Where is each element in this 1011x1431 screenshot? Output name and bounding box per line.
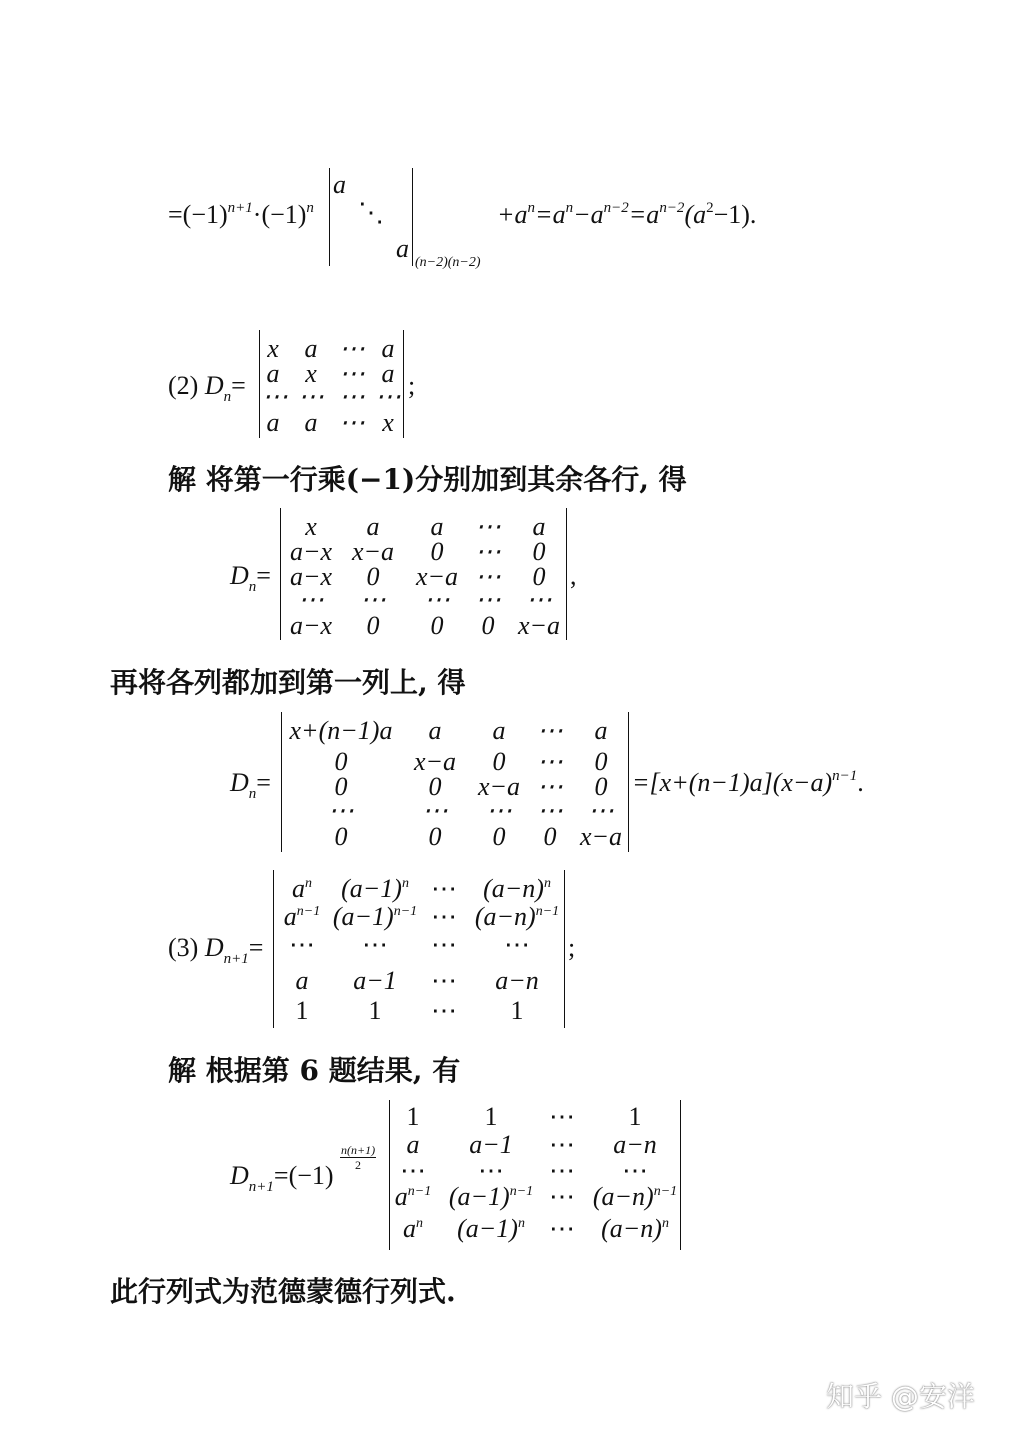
cell: x−a <box>579 822 623 851</box>
cell: 0 <box>428 822 442 851</box>
det3-bar-left <box>280 508 281 640</box>
cell: 0 <box>532 537 546 566</box>
watermark: 知乎 @安洋 <box>826 1380 975 1413</box>
eq1-lhs: $=(-1)^{n+1}\cdot(-1)^n$ <box>168 200 314 229</box>
cell: $(a-n)^n$ <box>483 874 551 903</box>
det6-bar-right <box>680 1100 681 1250</box>
cell: x−a <box>517 611 561 640</box>
det-bar-left <box>329 168 330 266</box>
cell: a−1 <box>353 966 397 995</box>
cell: $(a-n)^{n-1}$ <box>474 902 560 931</box>
cell: 0 <box>543 822 557 851</box>
det2-bar-right <box>403 330 404 438</box>
det-bar-right <box>412 168 413 266</box>
cell: 0 <box>430 611 444 640</box>
cell: ⋯ <box>298 382 324 411</box>
cell: 0 <box>594 772 608 801</box>
cell: ⋯ <box>549 1130 575 1159</box>
cell: 0 <box>594 747 608 776</box>
cell: a <box>304 408 318 437</box>
diag-top: a <box>333 170 346 199</box>
cell: a−1 <box>469 1130 513 1159</box>
det4-bar-left <box>281 712 282 852</box>
solution3-text2: 此行列式为范德蒙德行列式. <box>110 1275 456 1308</box>
cell: a <box>366 512 380 541</box>
cell: 0 <box>334 822 348 851</box>
det3-bar-right <box>566 508 567 640</box>
cell: ⋯ <box>475 562 501 591</box>
solution2-end1: , <box>570 561 577 590</box>
solution3-text1: 解 根据第 6 题结果, 有 <box>168 1054 461 1087</box>
solution2-text1: 解 将第一行乘(−1)分别加到其余各行, 得 <box>168 463 687 496</box>
cell: a <box>266 359 280 388</box>
cell: 1 <box>510 996 524 1025</box>
exponent-fraction <box>340 1144 376 1171</box>
cell: $(a-1)^n$ <box>457 1214 525 1243</box>
cell: ⋯ <box>622 1156 648 1185</box>
cell: a <box>428 716 442 745</box>
cell: x−a <box>413 747 457 776</box>
det4-bar-right <box>628 712 629 852</box>
cell: ⋯ <box>262 382 288 411</box>
cell: ⋯ <box>431 874 457 903</box>
cell: ⋯ <box>431 996 457 1025</box>
cell: a−x <box>289 562 333 591</box>
cell: x+(n−1)a <box>289 716 393 745</box>
det-subscript: (n−2)(n−2) <box>415 255 481 270</box>
cell: 0 <box>532 562 546 591</box>
cell: 0 <box>481 611 495 640</box>
cell: $a^n$ <box>292 874 312 903</box>
cell: 1 <box>406 1102 420 1131</box>
cell: a <box>406 1130 420 1159</box>
solution2-text2: 再将各列都加到第一列上, 得 <box>110 666 466 699</box>
cell: a−n <box>613 1130 657 1159</box>
cell: ⋯ <box>537 747 563 776</box>
cell: a <box>381 334 395 363</box>
cell: 1 <box>368 996 382 1025</box>
cell: a−x <box>289 537 333 566</box>
cell: ⋯ <box>537 796 563 825</box>
cell: a−n <box>495 966 539 995</box>
cell: 0 <box>366 562 380 591</box>
cell: ⋯ <box>422 796 448 825</box>
problem3-lhs: (3) $D_{n+1}=$ <box>168 933 264 967</box>
cell: ⋯ <box>298 585 324 614</box>
cell: ⋯ <box>431 930 457 959</box>
cell: 0 <box>366 611 380 640</box>
cell: a <box>295 966 309 995</box>
solution3-lhs: $D_{n+1}=(-1)$ <box>230 1161 334 1195</box>
cell: $a^n$ <box>403 1214 423 1243</box>
cell: ⋯ <box>549 1182 575 1211</box>
problem2-lhs: (2) $D_n=$ <box>168 371 246 405</box>
cell: ⋯ <box>328 796 354 825</box>
cell: ⋯ <box>537 772 563 801</box>
cell: x−a <box>415 562 459 591</box>
cell: $a^{n-1}$ <box>283 902 321 931</box>
cell: x−a <box>351 537 395 566</box>
cell: ⋯ <box>478 1156 504 1185</box>
cell: $(a-n)^n$ <box>601 1214 669 1243</box>
cell: ⋯ <box>339 334 365 363</box>
cell: ⋯ <box>475 537 501 566</box>
diag-bottom: a <box>396 234 409 263</box>
cell: ⋯ <box>362 930 388 959</box>
cell: 0 <box>430 537 444 566</box>
cell: a <box>266 408 280 437</box>
cell: $a^{n-1}$ <box>394 1182 432 1211</box>
cell: ⋯ <box>400 1156 426 1185</box>
cell: ⋯ <box>431 966 457 995</box>
cell: a−x <box>289 611 333 640</box>
cell: 0 <box>492 822 506 851</box>
cell: ⋯ <box>424 585 450 614</box>
cell: 1 <box>628 1102 642 1131</box>
solution2-lhs1: $D_n=$ <box>230 561 271 595</box>
cell: a <box>532 512 546 541</box>
cell: $(a-n)^{n-1}$ <box>592 1182 678 1211</box>
cell: ⋯ <box>289 930 315 959</box>
diag-dots: ⋱ <box>358 198 384 227</box>
fraction-numerator: n(n+1) <box>341 1143 376 1157</box>
cell: ⋯ <box>537 716 563 745</box>
cell: a <box>304 334 318 363</box>
cell: x <box>382 408 394 437</box>
cell: $(a-1)^{n-1}$ <box>332 902 418 931</box>
cell: 0 <box>492 747 506 776</box>
cell: 0 <box>334 772 348 801</box>
cell: $(a-1)^n$ <box>341 874 409 903</box>
solution2-result: $=[x+(n-1)a](x-a)^{n-1}$. <box>632 768 864 797</box>
cell: x <box>305 359 317 388</box>
cell: ⋯ <box>475 585 501 614</box>
cell: 1 <box>484 1102 498 1131</box>
cell: ⋯ <box>475 512 501 541</box>
cell: ⋯ <box>588 796 614 825</box>
solution2-lhs2: $D_n=$ <box>230 768 271 802</box>
cell: x−a <box>477 772 521 801</box>
cell: ⋯ <box>360 585 386 614</box>
fraction-denominator: 2 <box>355 1158 362 1172</box>
eq1-rhs: $+a^n=a^n-a^{n-2}=a^{n-2}(a^2-1)$. <box>497 200 757 229</box>
cell: ⋯ <box>375 382 401 411</box>
cell: ⋯ <box>526 585 552 614</box>
cell: 0 <box>428 772 442 801</box>
det5-bar-left <box>273 870 274 1028</box>
cell: ⋯ <box>339 382 365 411</box>
cell: ⋯ <box>431 902 457 931</box>
det5-bar-right <box>564 870 565 1028</box>
cell: x <box>267 334 279 363</box>
cell: a <box>381 359 395 388</box>
cell: ⋯ <box>339 408 365 437</box>
cell: $(a-1)^{n-1}$ <box>448 1182 534 1211</box>
cell: ⋯ <box>549 1102 575 1131</box>
cell: x <box>305 512 317 541</box>
cell: ⋯ <box>339 359 365 388</box>
problem2-end: ; <box>408 371 416 400</box>
cell: a <box>594 716 608 745</box>
cell: 1 <box>295 996 309 1025</box>
cell: 0 <box>334 747 348 776</box>
cell: ⋯ <box>549 1214 575 1243</box>
cell: a <box>430 512 444 541</box>
problem3-end: ; <box>568 933 576 962</box>
det6-bar-left <box>389 1100 390 1250</box>
cell: ⋯ <box>486 796 512 825</box>
cell: ⋯ <box>504 930 530 959</box>
cell: ⋯ <box>549 1156 575 1185</box>
cell: a <box>492 716 506 745</box>
